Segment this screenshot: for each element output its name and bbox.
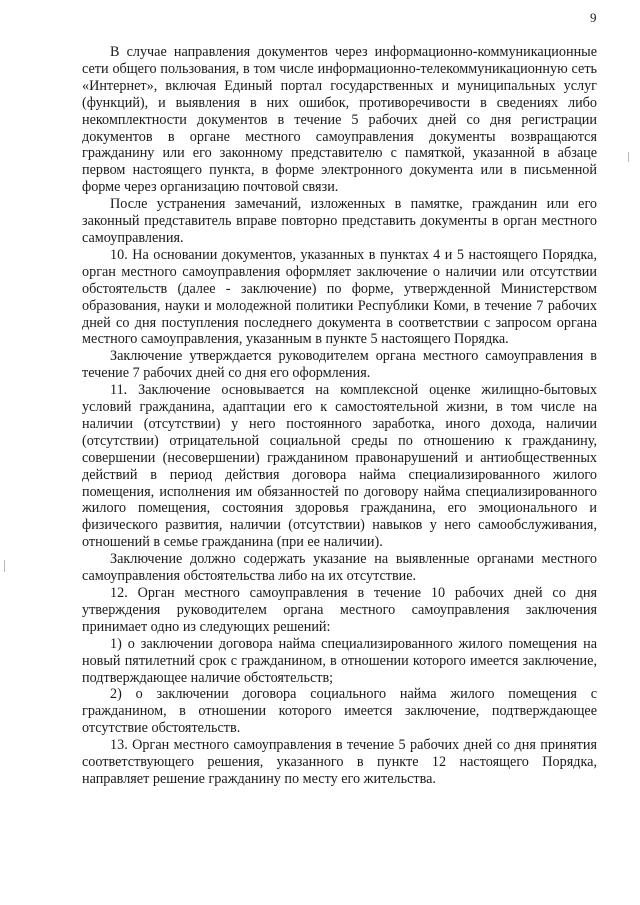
paragraph-decision-1: 1) о заключении договора найма специализированного жилого помещения на новый пятилетний срок с гражданином, в отношении которого имеется заключение, подтверждающее наличие обстоятельств;: [82, 635, 597, 686]
document-body: [82, 44, 597, 788]
paragraph-resubmission: После устранения замечаний, изложенных в памятке, гражданин или его законный представитель вправе повторно представить документы в орган местного самоуправления.: [82, 196, 597, 246]
scan-mark-left: [4, 560, 5, 572]
paragraph-conclusion-approval: Заключение утверждается руководителем органа местного самоуправления в течение 7 рабочих дней со дня его оформления.: [82, 348, 597, 382]
paragraph-decision-2: 2) о заключении договора социального найма жилого помещения с гражданином, в отношении которого имеется заключение, подтверждающее отсутствие обстоятельств.: [82, 686, 597, 737]
paragraph-item-12: 12. Орган местного самоуправления в течение 10 рабочих дней со дня утверждения руководителем органа местного самоуправления заключения принимает одно из следующих решений:: [82, 585, 597, 635]
paragraph-item-10: 10. На основании документов, указанных в пунктах 4 и 5 настоящего Порядка, орган местного самоуправления оформляет заключение о наличии или отсутствии обстоятельств (далее - заключение) по форме, утвержденной Министерством образования, науки и молодежной политики Республики Коми, в течение 7 рабочих дней со дня поступления последнего документа в соответствии с запросом органа местного самоуправления, указанным в пункте 5 настоящего Порядка.: [82, 246, 597, 348]
paragraph-electronic-submission: В случае направления документов через информационно-коммуникационные сети общего пользования, в том числе информационно-телекоммуникационную сеть «Интернет», включая Единый портал государственных и муниципальных услуг (функций), и выявления в них ошибок, противоречивости в сведениях либо некомплектности документов в течение 5 рабочих дней со дня регистрации документов в органе местного самоуправления документы возвращаются гражданину или его законному представителю с памяткой, указанной в абзаце первом настоящего пункта, в форме электронного документа или в письменной форме через организацию почтовой связи.: [82, 44, 597, 196]
paragraph-conclusion-content: Заключение должно содержать указание на выявленные органами местного самоуправления обстоятельства либо на их отсутствие.: [82, 551, 597, 585]
scan-mark-right: [628, 152, 629, 162]
paragraph-item-11: 11. Заключение основывается на комплексной оценке жилищно-бытовых условий гражданина, адаптации его к самостоятельной жизни, в том числе на наличии (отсутствии) у него постоянного заработка, иного дохода, наличии (отсутствии) отрицательной социальной среды по отношению к гражданину, совершении (несовершении) гражданином правонарушений и антиобщественных действий в период действия договора найма специализированного жилого помещения, исполнения им обязанностей по договору найма специализированного жилого помещения, состояния здоровья гражданина, его эмоционального и физического развития, наличии (отсутствии) навыков у него самообслуживания, отношений в семье гражданина (при ее наличии).: [82, 382, 597, 551]
page-number: 9: [590, 10, 597, 25]
paragraph-item-13: 13. Орган местного самоуправления в течение 5 рабочих дней со дня принятия соответствующего решения, указанного в пункте 12 настоящего Порядка, направляет решение гражданину по месту его жительства.: [82, 737, 597, 787]
